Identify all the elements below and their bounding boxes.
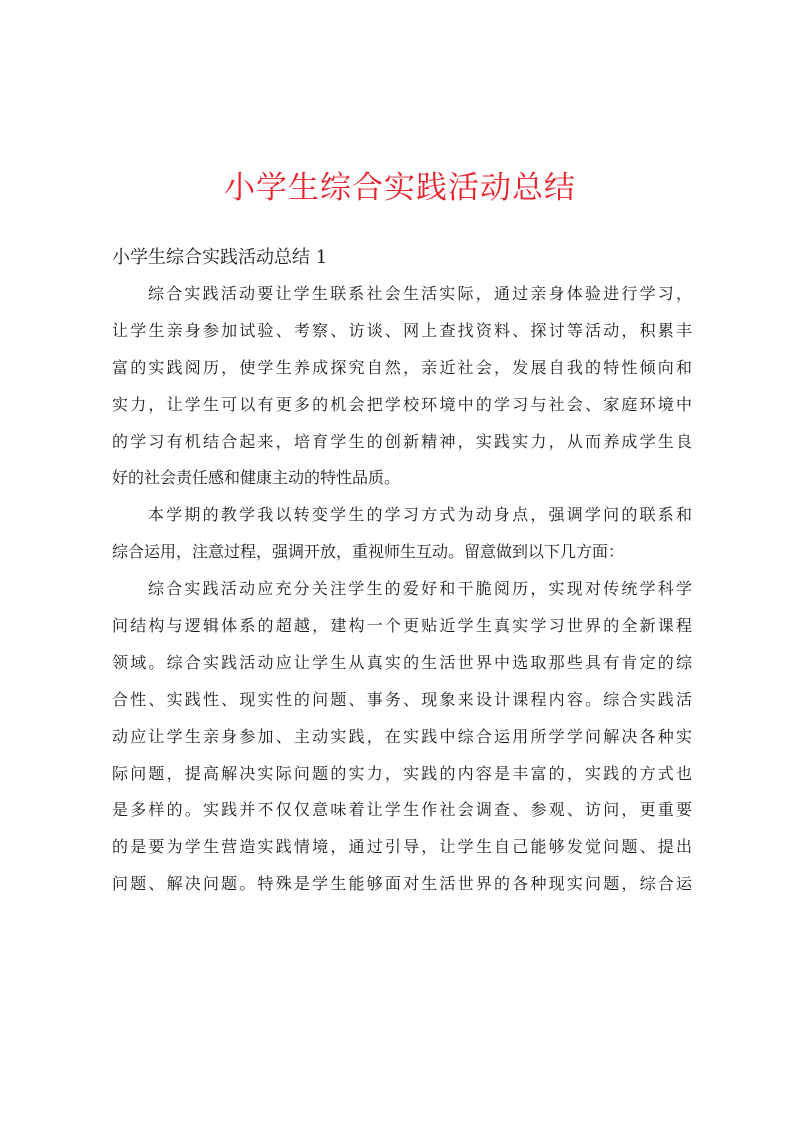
paragraph-line: 领域。综合实践活动应让学生从真实的生活世界中选取那些具有肯定的综 <box>112 652 692 672</box>
paragraph-line: 问题、解决问题。特殊是学生能够面对生活世界的各种现实问题，综合运 <box>112 874 692 894</box>
paragraph-line: 好的社会责任感和健康主动的特性品质。 <box>112 468 401 488</box>
paragraph-line: 合性、实践性、现实性的问题、事务、现象来设计课程内容。综合实践活 <box>112 689 692 709</box>
paragraph-3 <box>112 576 692 908</box>
paragraph-line: 综合运用，注意过程，强调开放，重视师生互动。留意做到以下几方面： <box>112 542 625 562</box>
section-heading: 小学生综合实践活动总结 1 <box>112 247 328 268</box>
paragraph-line: 富的实践阅历，使学生养成探究自然，亲近社会，发展自我的特性倾向和 <box>112 357 692 377</box>
document-title: 小学生综合实践活动总结 <box>224 170 576 206</box>
paragraph-2 <box>112 502 692 576</box>
paragraph-line: 际问题，提高解决实际问题的实力，实践的内容是丰富的，实践的方式也 <box>112 763 692 783</box>
paragraph-line: 问结构与逻辑体系的超越，建构一个更贴近学生真实学习世界的全新课程 <box>112 616 692 636</box>
paragraph-line: 综合实践活动应充分关注学生的爱好和干脆阅历，实现对传统学科学 <box>148 579 692 599</box>
paragraph-line: 综合实践活动要让学生联系社会生活实际，通过亲身体验进行学习， <box>148 284 692 303</box>
document-body <box>112 281 692 908</box>
paragraph-line: 动应让学生亲身参加、主动实践，在实践中综合运用所学学问解决各种实 <box>112 726 692 746</box>
paragraph-line: 实力，让学生可以有更多的机会把学校环境中的学习与社会、家庭环境中 <box>112 394 692 414</box>
paragraph-line: 本学期的教学我以转变学生的学习方式为动身点，强调学问的联系和 <box>148 505 692 525</box>
paragraph-1 <box>112 281 692 502</box>
paragraph-line: 的学习有机结合起来，培育学生的创新精神，实践实力，从而养成学生良 <box>112 431 692 451</box>
paragraph-line: 让学生亲身参加试验、考察、访谈、网上查找资料、探讨等活动，积累丰 <box>112 320 692 340</box>
paragraph-line: 是多样的。实践并不仅仅意味着让学生作社会调查、参观、访问，更重要 <box>112 800 692 820</box>
paragraph-line: 的是要为学生营造实践情境，通过引导，让学生自己能够发觉问题、提出 <box>112 837 692 857</box>
